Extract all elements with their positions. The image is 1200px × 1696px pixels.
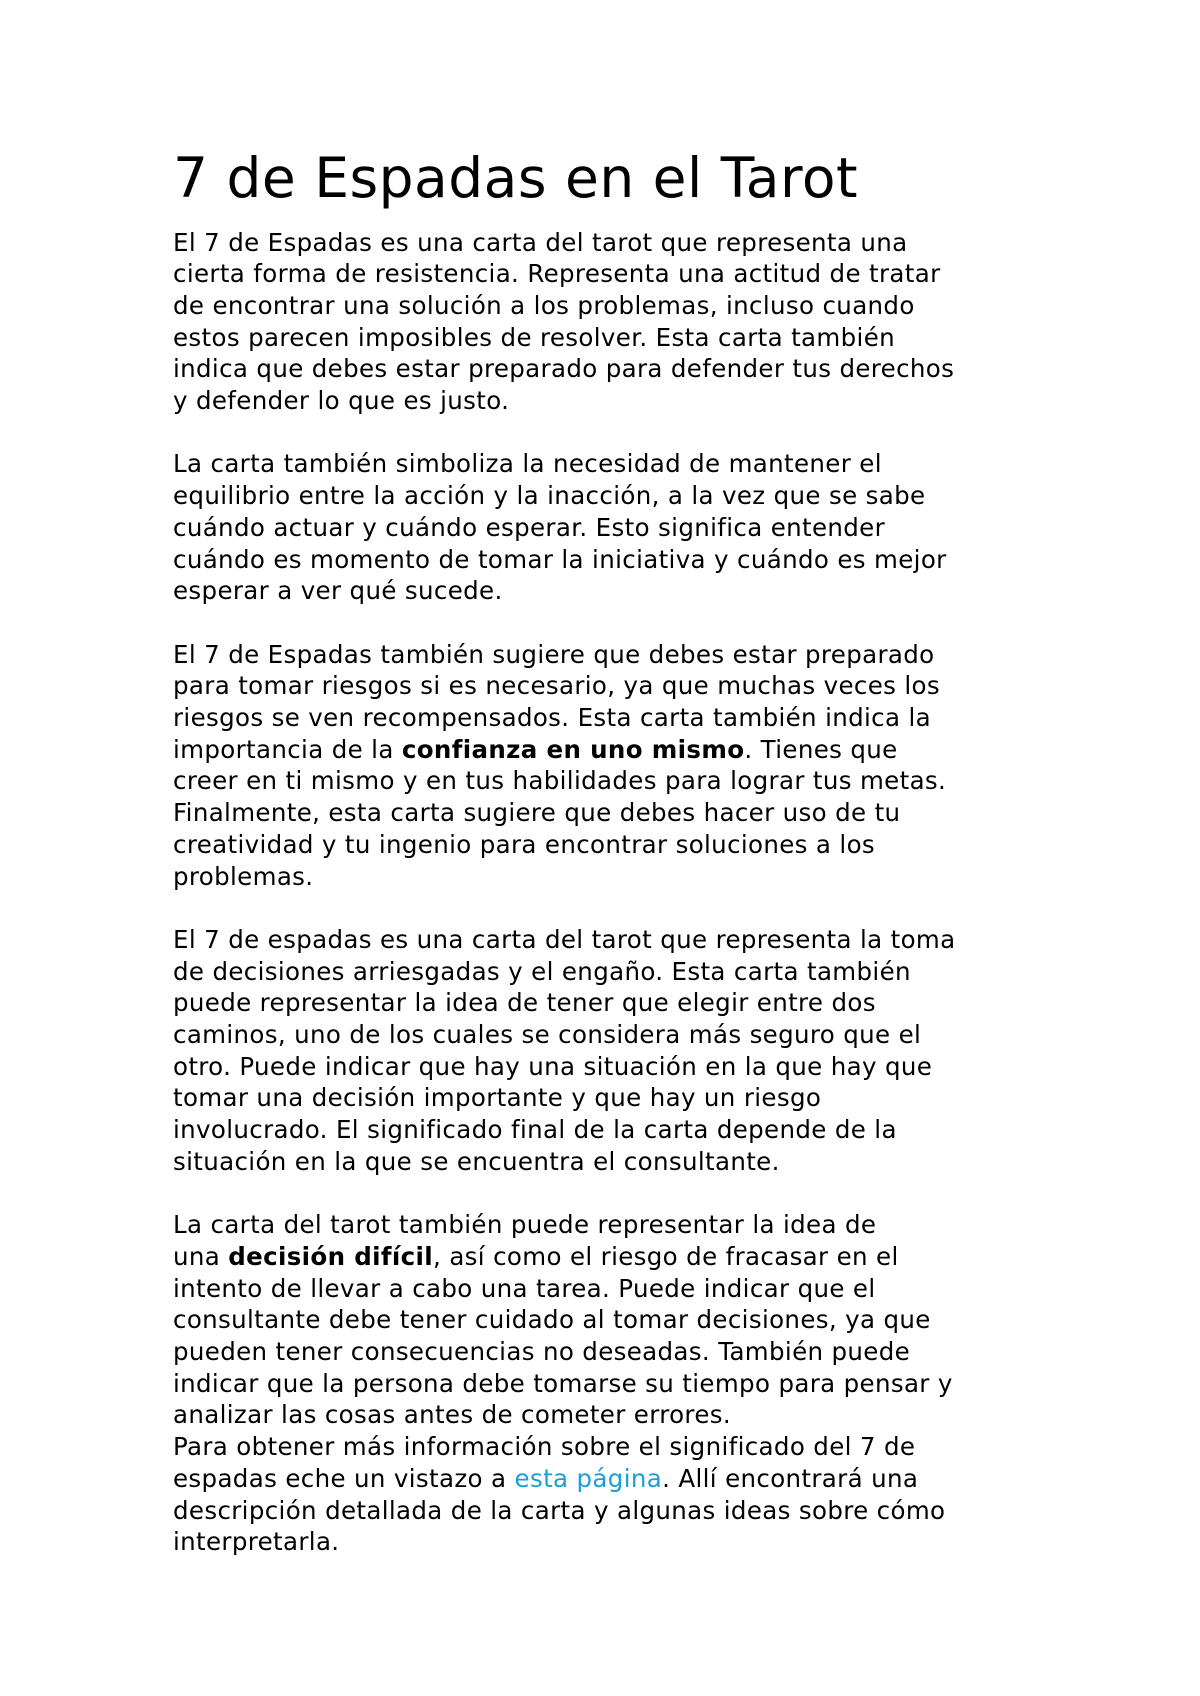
text-line: cuándo actuar y cuándo esperar. Esto significa entender xyxy=(173,512,886,542)
paragraph-3 xyxy=(173,639,1053,893)
text-line: consultante debe tener cuidado al tomar decisiones, ya que xyxy=(173,1305,931,1335)
text-line: La carta del tarot también puede representar la idea de xyxy=(173,1210,877,1240)
text-line: equilibrio entre la acción y la inacción, a la vez que se sabe xyxy=(173,481,926,511)
text-segment: una xyxy=(173,1241,229,1271)
text-line: otro. Puede indicar que hay una situación en la que hay que xyxy=(173,1051,933,1081)
text-line: El 7 de Espadas también sugiere que debes estar preparado xyxy=(173,639,935,669)
text-line: para tomar riesgos si es necesario, ya que muchas veces los xyxy=(173,671,941,701)
text-line: Finalmente, esta carta sugiere que debes hacer uso de tu xyxy=(173,798,901,828)
text-line: cuándo es momento de tomar la iniciativa y cuándo es mejor xyxy=(173,544,947,574)
text-line: tomar una decisión importante y que hay un riesgo xyxy=(173,1083,822,1113)
text-line: esperar a ver qué sucede. xyxy=(173,576,503,606)
text-line: interpretarla. xyxy=(173,1527,340,1557)
text-line: de encontrar una solución a los problemas, incluso cuando xyxy=(173,290,915,320)
text-line: estos parecen imposibles de resolver. Esta carta también xyxy=(173,322,896,352)
text-line: creer en ti mismo y en tus habilidades para lograr tus metas. xyxy=(173,766,947,796)
paragraph-4 xyxy=(173,924,1053,1178)
paragraph-2 xyxy=(173,448,1053,607)
text-segment: . Tienes que xyxy=(744,734,898,764)
text-line: problemas. xyxy=(173,861,314,891)
paragraph-5 xyxy=(173,1209,1053,1431)
text-line-with-bold xyxy=(173,1241,1053,1273)
text-line: creatividad y tu ingenio para encontrar soluciones a los xyxy=(173,829,876,859)
text-line: cierta forma de resistencia. Representa una actitud de tratar xyxy=(173,259,941,289)
text-segment: espadas eche un vistazo a xyxy=(173,1463,515,1493)
paragraph-1 xyxy=(173,227,1053,417)
text-line: indica que debes estar preparado para defender tus derechos xyxy=(173,354,955,384)
text-segment: , así como el riesgo de fracasar en el xyxy=(433,1241,899,1271)
document-page xyxy=(173,148,1053,1558)
text-line: indicar que la persona debe tomarse su tiempo para pensar y xyxy=(173,1368,953,1398)
text-line: intento de llevar a cabo una tarea. Puede indicar que el xyxy=(173,1273,876,1303)
text-line: situación en la que se encuentra el consultante. xyxy=(173,1146,780,1176)
text-line: descripción detallada de la carta y algunas ideas sobre cómo xyxy=(173,1495,946,1525)
text-line: Para obtener más información sobre el significado del 7 de xyxy=(173,1432,916,1462)
text-line: riesgos se ven recompensados. Esta carta también indica la xyxy=(173,703,932,733)
bold-phrase-confianza: confianza en uno mismo xyxy=(401,734,745,764)
text-line-with-bold xyxy=(173,734,1053,766)
text-line: y defender lo que es justo. xyxy=(173,386,510,416)
esta-pagina-link[interactable]: esta página xyxy=(514,1463,663,1493)
text-line: involucrado. El significado final de la carta depende de la xyxy=(173,1115,897,1145)
text-line: puede representar la idea de tener que elegir entre dos xyxy=(173,988,876,1018)
text-segment: . Allí encontrará una xyxy=(662,1463,919,1493)
page-title: 7 de Espadas en el Tarot xyxy=(173,146,859,210)
paragraph-6 xyxy=(173,1431,1053,1558)
text-line: caminos, uno de los cuales se considera más seguro que el xyxy=(173,1020,922,1050)
text-line: de decisiones arriesgadas y el engaño. Esta carta también xyxy=(173,956,911,986)
text-segment: importancia de la xyxy=(173,734,402,764)
text-line: analizar las cosas antes de cometer errores. xyxy=(173,1400,731,1430)
text-line-with-link xyxy=(173,1463,1053,1495)
text-line: El 7 de Espadas es una carta del tarot que representa una xyxy=(173,227,908,257)
bold-phrase-decision: decisión difícil xyxy=(228,1241,434,1271)
text-line: El 7 de espadas es una carta del tarot que representa la toma xyxy=(173,924,956,954)
text-line: La carta también simboliza la necesidad de mantener el xyxy=(173,449,882,479)
text-line: pueden tener consecuencias no deseadas. También puede xyxy=(173,1337,911,1367)
